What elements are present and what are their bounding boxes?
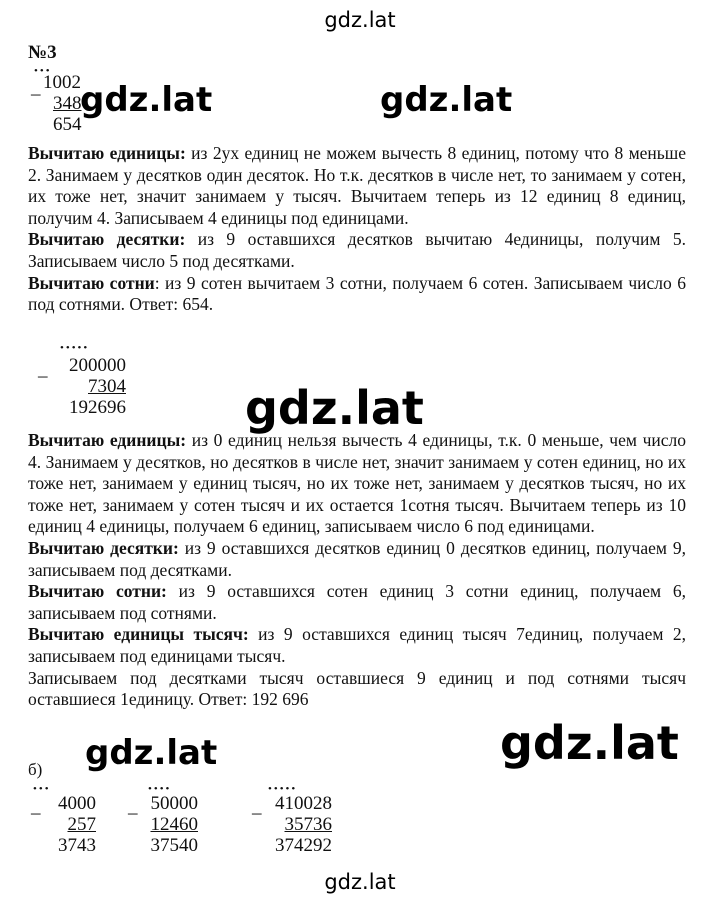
borrow-dots-b3: ••••• (268, 783, 298, 795)
minus-sign-2: _ (38, 359, 48, 380)
watermark-mid-left: gdz.lat (80, 80, 213, 120)
result: 654 (53, 114, 82, 135)
step-thousands-2: Вычитаю единицы тысяч: из 9 оставшихся единиц тысяч 7единиц, получаем 2, записываем под единицами тысяч. (28, 624, 686, 666)
minus-sign-b1: _ (31, 796, 41, 817)
step-final-2: Записываем под десятками тысяч оставшиеся 9 единиц и под сотнями тысяч оставшиеся 1единицу. Ответ: 192 696 (28, 667, 686, 710)
borrow-dots-b1: ••• (33, 783, 51, 795)
calc-example-1 (43, 72, 82, 135)
step-hundreds-2: Вычитаю сотни: из 9 оставшихся сотен единиц 3 сотни единиц, получаем 6, записываем под сотнями. (28, 581, 686, 623)
borrow-dots-b2: •••• (148, 783, 172, 795)
watermark-lower-left: gdz.lat (85, 733, 218, 773)
subtrahend: 348 (53, 93, 82, 114)
step-units-2: Вычитаю единицы: из 0 единиц нельзя вычесть 4 единицы, т.к. 0 меньше, чем число 4. Занимаем у десятков, но десятков в числе нет, значит занимаем у сотен единиц, но их тоже нет, занимаем у единиц тысяч, но их тоже нет, занимаем у десятков тысяч, но их тоже нет, занимаем у сотен тысяч и их остается 1сотня тысяч. Вычитаем теперь из 10 единиц 4 единицы, получаем 6 единиц, записываем число 6 под единицами. (28, 430, 686, 537)
result: 37540 (150, 835, 198, 856)
borrow-dots-1: ••• (34, 65, 52, 77)
borrow-dots-2: ••••• (60, 342, 90, 354)
step-tens-1: Вычитаю десятки: из 9 оставшихся десятков вычитаю 4единицы, получим 5. Записываем число 5 под десятками. (28, 229, 686, 271)
calc-b3 (264, 793, 332, 856)
watermark-center: gdz.lat (245, 381, 424, 435)
result: 192696 (69, 397, 126, 418)
calc-example-2 (58, 355, 126, 418)
part-b-label: б) (28, 760, 43, 779)
subtrahend: 257 (67, 814, 96, 835)
subtrahend: 7304 (88, 376, 126, 397)
minuend: 410028 (275, 793, 332, 814)
watermark-top: gdz.lat (324, 8, 396, 32)
minuend: 1002 (43, 72, 81, 93)
watermark-lower-right: gdz.lat (500, 716, 679, 770)
minus-sign-1: _ (31, 77, 41, 98)
step-units-1: Вычитаю единицы: из 2ух единиц не можем вычесть 8 единиц, потому что 8 меньше 2. Занимаем у десятков один десяток. Но т.к. десятков в числе нет, то занимаем у сотен, их тоже нет, значит занимаем у тысяч. Вычитаем теперь из 12 единиц 8 единиц, получим 4. Записываем 4 единицы под единицами. (28, 143, 687, 228)
explanation-2 (28, 430, 686, 711)
minuend: 50000 (150, 793, 198, 814)
minus-sign-b2: _ (128, 796, 138, 817)
calc-b1 (43, 793, 96, 856)
watermark-mid-right: gdz.lat (380, 80, 513, 120)
step-tens-2: Вычитаю десятки: из 9 оставшихся десятков единиц 0 десятков единиц, получаем 9, записываем под десятками. (28, 537, 686, 580)
calc-b2 (140, 793, 198, 856)
step-hundreds-1: Вычитаю сотни: из 9 сотен вычитаем 3 сотни, получаем 6 сотен. Записываем число 6 под сотнями. Ответ: 654. (28, 272, 686, 315)
problem-number: №3 (28, 42, 57, 63)
subtrahend: 35736 (284, 814, 332, 835)
minuend: 200000 (69, 355, 126, 376)
minus-sign-b3: _ (252, 796, 262, 817)
minuend: 4000 (58, 793, 96, 814)
watermark-bottom: gdz.lat (324, 870, 396, 894)
subtrahend: 12460 (150, 814, 198, 835)
result: 374292 (275, 835, 332, 856)
explanation-1 (28, 143, 686, 316)
result: 3743 (58, 835, 96, 856)
